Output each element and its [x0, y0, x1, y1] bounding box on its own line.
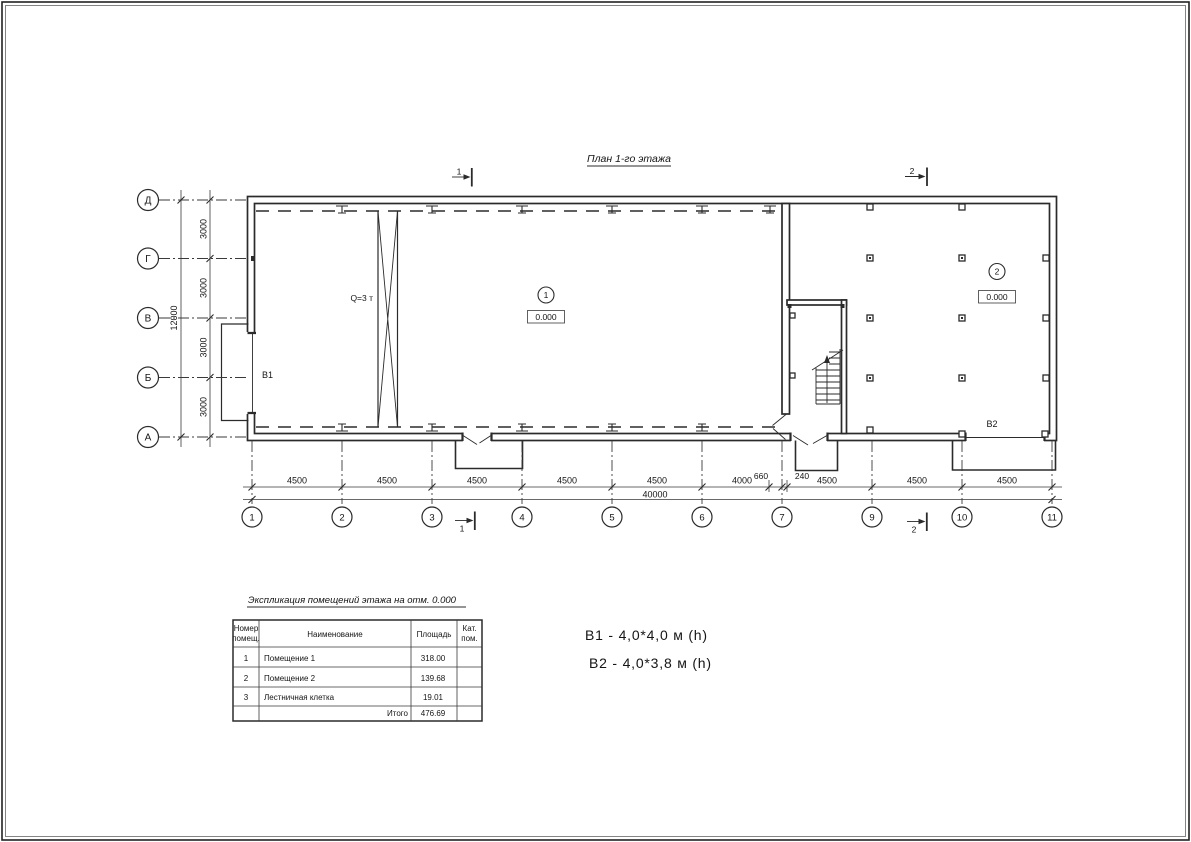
cell-name: Лестничная клетка [264, 693, 335, 702]
room1-number: 1 [543, 290, 549, 300]
divider-pilaster-1 [790, 313, 795, 318]
entrance-1-opening [463, 431, 491, 443]
col-label: 4 [519, 512, 525, 524]
total-width-dim: 40000 [642, 489, 668, 500]
outer-border [2, 2, 1189, 840]
col-label: 3 [429, 512, 435, 524]
h-dim: 4500 [286, 475, 308, 486]
v-dim: 3000 [198, 337, 209, 358]
cell-num: 1 [243, 654, 249, 663]
col-label: 6 [699, 512, 705, 524]
stairwell [787, 300, 847, 434]
row-label: Б [144, 373, 152, 384]
h-dim-small: 240 [794, 471, 810, 481]
cell-area: 19.01 [422, 693, 444, 702]
h-dim: 4500 [996, 475, 1018, 486]
gate-b2-label: В2 [986, 419, 998, 429]
building-walls [245, 197, 1057, 444]
total-height-dim: 12000 [169, 305, 179, 331]
h-dim: 4000 [731, 475, 753, 486]
top-wall-ibeams [336, 206, 776, 213]
col-label: 7 [779, 512, 785, 524]
room1-level: 0.000 [535, 311, 557, 322]
h-dim: 4500 [646, 475, 668, 486]
row-label: Г [145, 254, 151, 265]
table-title: Экспликация помещений этажа на отм. 0.000 [248, 595, 456, 606]
section-number: 2 [911, 524, 917, 535]
drawing-title [587, 153, 671, 166]
room2-columns [867, 255, 965, 381]
cell-num: 2 [243, 674, 249, 683]
v-dim: 3000 [198, 218, 209, 240]
gate-b2-opening [966, 431, 1044, 443]
explication-table [232, 595, 482, 721]
row-label: В [144, 313, 152, 325]
left-axis [138, 190, 247, 448]
left-wall-pilaster [251, 256, 255, 261]
v-dim: 3000 [198, 277, 209, 299]
gate-b1-label: В1 [262, 370, 274, 380]
col-label: 9 [869, 512, 875, 524]
room2-level: 0.000 [986, 291, 1008, 302]
inner-border [6, 6, 1186, 837]
doors-and-porches [222, 324, 1056, 471]
col-label: 2 [339, 512, 345, 524]
section-2-bottom [907, 513, 927, 535]
table-row [244, 693, 444, 702]
crane-cross [378, 211, 398, 427]
crane-capacity-label: Q=3 т [350, 293, 373, 303]
h-dim: 4500 [816, 475, 838, 486]
h-dim: 4500 [906, 475, 928, 486]
table-row [244, 674, 446, 683]
stair-treads [816, 349, 840, 404]
total-label: Итого [387, 709, 408, 718]
col-axis-bubbles [242, 507, 1062, 527]
section-number: 2 [909, 166, 915, 176]
stairs [812, 349, 843, 404]
section-arrow [467, 518, 474, 523]
crane-symbol [350, 211, 397, 427]
gate-b1-size: В1 - 4,0*4,0 м (h) [585, 627, 708, 643]
col-label: 1 [249, 512, 255, 524]
section-1-top [452, 167, 472, 187]
col-label: 5 [609, 512, 615, 524]
entrance-2-opening [791, 431, 827, 443]
h-dim: 4500 [556, 475, 578, 486]
stairwell-pilaster-right [841, 304, 845, 308]
col-label: 11 [1047, 512, 1057, 524]
gate-b2-size: В2 - 4,0*3,8 м (h) [589, 655, 712, 671]
stairwell-top-wall [787, 300, 847, 305]
header-category-2: пом. [461, 634, 478, 643]
col-label: 10 [956, 512, 968, 524]
row-label: Д [144, 195, 152, 207]
stairwell-right-wall [842, 300, 847, 434]
cell-name: Помещение 2 [264, 674, 316, 683]
cell-num: 3 [243, 693, 249, 702]
header-category-1: Кат. [462, 624, 477, 633]
room2-wall-pilasters [867, 204, 1049, 437]
section-arrow [919, 519, 926, 524]
header-name: Наименование [307, 630, 363, 639]
h-dim-small: 660 [753, 471, 769, 481]
row-label: А [144, 432, 152, 444]
plan-title: План 1-го этажа [587, 153, 671, 165]
header-room-number-1: Номер [233, 624, 259, 633]
v-dim: 3000 [198, 396, 209, 418]
cell-area: 139.68 [420, 674, 446, 683]
header-area: Площадь [416, 630, 452, 639]
dividing-wall [782, 204, 790, 415]
section-2-top [905, 166, 927, 186]
h-dim: 4500 [376, 475, 398, 486]
section-1-bottom [455, 512, 475, 534]
bottom-axis [242, 441, 1062, 527]
stairwell-pilaster-left [788, 304, 792, 308]
table-total-row [387, 709, 446, 718]
crane-rails [256, 211, 782, 427]
section-arrow [464, 174, 471, 179]
wall-inner-line [255, 204, 1050, 434]
gate-legend [585, 627, 712, 671]
total-value: 476.69 [420, 709, 446, 718]
porches-and-platform [456, 441, 1056, 471]
section-arrow [919, 174, 926, 179]
h-dim: 4500 [466, 475, 488, 486]
gate-b1-ramp [222, 324, 249, 421]
column-symbols [251, 204, 1049, 437]
header-room-number-2: помещ. [232, 634, 260, 643]
divider-pilaster-2 [790, 373, 795, 378]
room-labels [262, 264, 1016, 430]
section-number: 1 [459, 523, 465, 534]
wall-outer-line [248, 197, 1057, 441]
cell-name: Помещение 1 [264, 654, 316, 663]
page-border [2, 2, 1189, 840]
gate-b1-opening [245, 332, 257, 414]
section-marks [452, 166, 927, 535]
crane-rail-lines [256, 211, 782, 427]
room2-number: 2 [994, 266, 1000, 277]
section-number: 1 [456, 166, 462, 177]
cell-area: 318.00 [420, 654, 446, 663]
table-row [244, 654, 446, 663]
